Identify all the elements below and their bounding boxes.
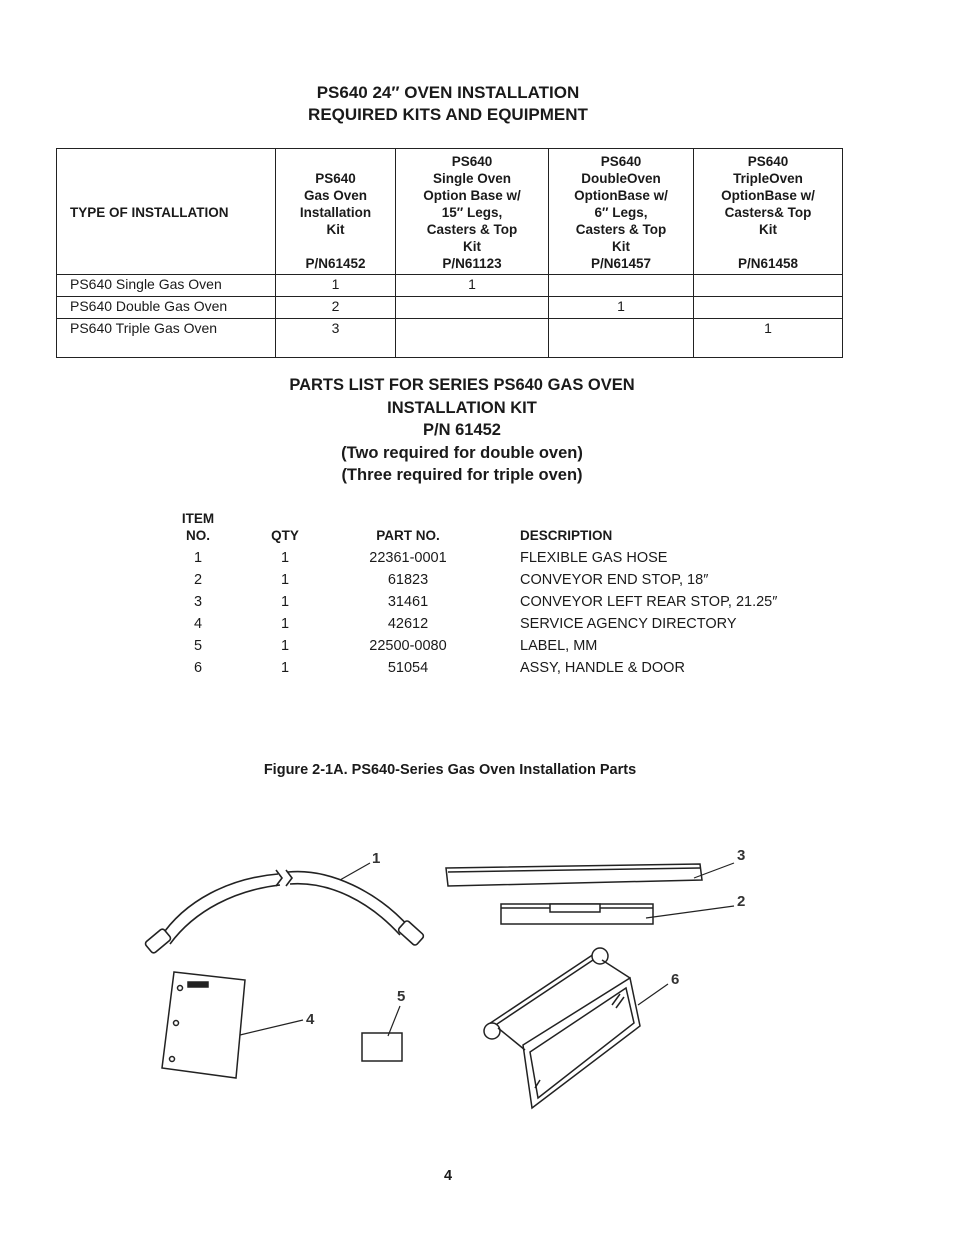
item-header-line-1: ITEM: [181, 511, 215, 526]
installation-parts-figure: [0, 830, 954, 1130]
label-mm-illustration: [362, 1033, 402, 1061]
kit-header-line: Kit: [759, 222, 777, 237]
callout-4: 4: [306, 1011, 315, 1028]
parts-title-line-5: (Three required for triple oven): [341, 466, 583, 484]
kit-header-line: OptionBase w/: [574, 188, 668, 203]
installation-type-label: PS640 Double Gas Oven: [57, 297, 276, 319]
installation-type-label: PS640 Triple Gas Oven: [57, 319, 276, 358]
kit-qty-cell: 1: [276, 275, 396, 297]
description-cell: LABEL, MM: [520, 638, 598, 654]
kit-qty-cell: [396, 319, 549, 358]
parts-title-line-4: (Two required for double oven): [341, 443, 583, 462]
kit-header-line: PS640: [315, 171, 356, 186]
service-agency-directory-illustration: [162, 972, 245, 1078]
part-no-cell: 31461: [387, 594, 429, 610]
installation-type-label: PS640 Single Gas Oven: [57, 275, 276, 297]
description-cell: CONVEYOR END STOP, 18″: [520, 572, 709, 588]
kit-header-line: Option Base w/: [423, 188, 521, 203]
kit-header-line: Installation: [299, 205, 372, 220]
item-no-cell: 1: [193, 550, 203, 566]
part-no-header: PART NO.: [376, 528, 440, 543]
kit-column-header: [276, 149, 396, 275]
qty-cell: 1: [280, 594, 290, 610]
handle-and-door-illustration: [484, 948, 640, 1108]
kit-header-line: PS640: [747, 154, 789, 169]
item-no-cell: 3: [193, 594, 203, 610]
kit-qty-cell: [694, 275, 843, 297]
parts-title-line-2: INSTALLATION KIT: [387, 398, 537, 417]
title-line-1: PS640 24″ OVEN INSTALLATION: [316, 83, 580, 102]
qty-header: QTY: [271, 528, 299, 543]
table-row: [57, 275, 843, 297]
callout-5: 5: [397, 988, 406, 1005]
qty-cell: 1: [280, 616, 290, 632]
item-no-cell: 4: [193, 616, 203, 632]
item-no-header: [172, 510, 224, 544]
kit-header-line: Casters & Top: [575, 222, 667, 237]
item-no-cell: 2: [193, 572, 203, 588]
gas-hose-illustration: [144, 870, 424, 954]
callout-3: 3: [737, 847, 746, 864]
kit-header-line: 6″ Legs,: [594, 205, 648, 220]
required-kits-table: [56, 148, 843, 358]
conveyor-left-rear-stop-illustration: [446, 864, 702, 886]
kit-header-line: Kit: [326, 222, 345, 237]
qty-cell: 1: [280, 572, 290, 588]
kit-header-line: DoubleOven: [581, 171, 661, 186]
kit-header-line: Kit: [463, 239, 481, 254]
kit-header-line: P/N61457: [590, 256, 652, 271]
part-no-cell: 42612: [387, 616, 429, 632]
description-header: DESCRIPTION: [520, 528, 613, 543]
item-header-line-2: NO.: [185, 528, 210, 543]
parts-list-title: [0, 374, 924, 487]
kit-qty-cell: [694, 297, 843, 319]
parts-title-line-3: P/N 61452: [423, 421, 501, 439]
parts-title-line-1: PARTS LIST FOR SERIES PS640 GAS OVEN: [289, 376, 635, 394]
kit-header-line: Gas Oven: [303, 188, 368, 203]
kit-header-line: 15″ Legs,: [441, 205, 503, 220]
kit-header-line: P/N61458: [737, 256, 799, 271]
kit-qty-cell: 1: [694, 319, 843, 358]
description-cell: CONVEYOR LEFT REAR STOP, 21.25″: [520, 594, 778, 610]
description-cell: SERVICE AGENCY DIRECTORY: [520, 616, 737, 632]
part-no-cell: 22361-0001: [369, 550, 447, 566]
kit-header-line: PS640: [451, 154, 493, 169]
table-row: [57, 319, 843, 358]
kit-qty-cell: 1: [396, 275, 549, 297]
kit-qty-cell: [549, 319, 694, 358]
kit-header-line: Casters& Top: [724, 205, 812, 220]
part-no-cell: 22500-0080: [369, 638, 447, 654]
conveyor-end-stop-illustration: [501, 904, 653, 924]
part-no-cell: 51054: [387, 660, 429, 676]
figure-caption: Figure 2-1A. PS640-Series Gas Oven Installation Parts: [263, 762, 637, 778]
table-row: [57, 297, 843, 319]
kit-column-header: [396, 149, 549, 275]
qty-cell: 1: [280, 638, 290, 654]
type-of-installation-header: TYPE OF INSTALLATION: [57, 149, 276, 275]
part-no-cell: 61823: [387, 572, 429, 588]
kit-qty-cell: 2: [276, 297, 396, 319]
kit-header-line: OptionBase w/: [721, 188, 815, 203]
kit-header-line: Kit: [612, 239, 630, 254]
description-cell: FLEXIBLE GAS HOSE: [520, 550, 668, 566]
kit-column-header: [549, 149, 694, 275]
callout-2: 2: [737, 893, 746, 910]
kit-header-line: Casters & Top: [426, 222, 518, 237]
kit-header-line: P/N61452: [305, 256, 366, 271]
title-line-2: REQUIRED KITS AND EQUIPMENT: [308, 105, 588, 124]
item-no-cell: 6: [193, 660, 203, 676]
kit-header-line: P/N61123: [442, 256, 502, 271]
kit-header-line: Single Oven: [432, 171, 512, 186]
callout-1: 1: [372, 850, 381, 867]
page-number: 4: [443, 1168, 453, 1184]
kit-header-line: TripleOven: [733, 171, 803, 186]
kit-header-line: PS640: [600, 154, 642, 169]
qty-cell: 1: [280, 550, 290, 566]
kit-header-line: [280, 238, 391, 255]
kit-column-header: [694, 149, 843, 275]
kit-qty-cell: [549, 275, 694, 297]
callout-6: 6: [671, 971, 680, 988]
item-no-cell: 5: [193, 638, 203, 654]
kit-qty-cell: 1: [549, 297, 694, 319]
kit-qty-cell: [396, 297, 549, 319]
description-cell: ASSY, HANDLE & DOOR: [520, 660, 685, 676]
kit-qty-cell: 3: [276, 319, 396, 358]
qty-cell: 1: [280, 660, 290, 676]
page-title: [0, 82, 896, 126]
kit-header-line: [698, 238, 838, 255]
